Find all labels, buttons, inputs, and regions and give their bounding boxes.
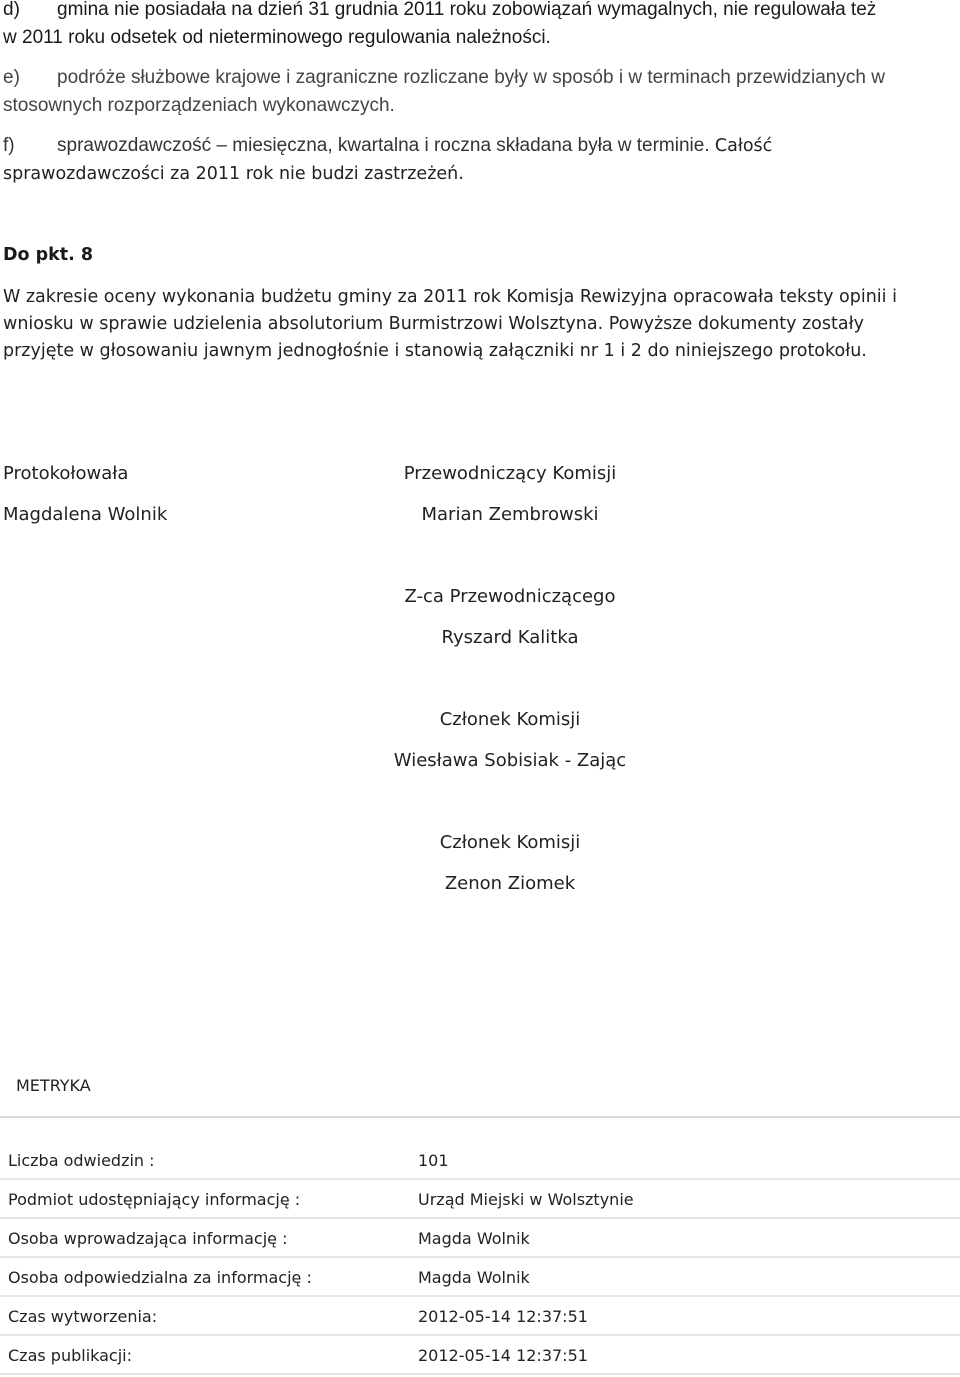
section-line-1: W zakresie oceny wykonania budżetu gminy za 2011 rok Komisja Rewizyjna opracowała teksty opinii i [3,287,897,307]
metryka-table [0,1143,960,1377]
item-f-marker: f) [3,135,15,156]
metryka-label: Podmiot udostępniający informację : [8,1190,301,1209]
deputy-name: Ryszard Kalitka [441,627,579,648]
metryka-label: Czas wytworzenia: [8,1307,158,1326]
section-line-3: przyjęte w głosowaniu jawnym jednogłośnie i stanowią załączniki nr 1 i 2 do niniejszego protokołu. [3,341,867,361]
metryka-value: 2012-05-14 12:37:51 [418,1346,588,1365]
item-e-line2: stosownych rozporządzeniach wykonawczych. [3,95,395,116]
metryka-title: METRYKA [16,1076,91,1095]
item-d-marker: d) [3,0,20,20]
item-d-line1 [3,0,876,21]
item-e-line1 [3,67,885,89]
recorder-name: Magdalena Wolnik [3,504,168,525]
section-heading: Do pkt. 8 [3,245,94,265]
member1-name: Wiesława Sobisiak - Zając [393,750,627,771]
metryka-value: Magda Wolnik [418,1268,530,1287]
deputy-role: Z-ca Przewodniczącego [404,586,616,607]
chair-role: Przewodniczący Komisji [403,463,617,484]
metryka-header-box [0,1056,960,1118]
metryka-row [0,1143,960,1180]
metryka-label: Czas publikacji: [8,1346,133,1365]
item-f-text1-cont: Całość [714,136,773,156]
item-f-line2: sprawozdawczości za 2011 rok nie budzi zastrzeżeń. [3,164,464,184]
item-d-line2: w 2011 roku odsetek od nieterminowego regulowania należności. [3,27,551,48]
item-f-line1 [3,135,772,157]
item-f-text1: sprawozdawczość – miesięczna, kwartalna i roczna składana była w terminie. [57,135,710,156]
section-line-2: wniosku w sprawie udzielenia absolutorium Burmistrzowi Wolsztyna. Powyższe dokumenty zostały [3,314,864,334]
member2-role: Członek Komisji [439,832,581,853]
item-d-text1: gmina nie posiadała na dzień 31 grudnia 2011 roku zobowiązań wymagalnych, nie regulowała też [57,0,877,20]
member2-name: Zenon Ziomek [444,873,576,894]
metryka-row [0,1260,960,1297]
metryka-value: 101 [418,1151,449,1170]
metryka-value: 2012-05-14 12:37:51 [418,1307,588,1326]
metryka-value: Magda Wolnik [418,1229,530,1248]
metryka-value: Urząd Miejski w Wolsztynie [418,1190,634,1209]
metryka-row [0,1221,960,1258]
metryka-row [0,1299,960,1336]
metryka-label: Liczba odwiedzin : [8,1151,155,1170]
item-e-text1: podróże służbowe krajowe i zagraniczne rozliczane były w sposób i w terminach przewidzianych w [57,67,885,88]
metryka-row [0,1338,960,1375]
metryka-label: Osoba wprowadzająca informację : [8,1229,288,1248]
metryka-label: Osoba odpowiedzialna za informację : [8,1268,312,1287]
chair-name: Marian Zembrowski [421,504,599,525]
member1-role: Członek Komisji [439,709,581,730]
recorder-role: Protokołowała [3,463,129,484]
item-e-marker: e) [3,67,20,88]
metryka-row [0,1182,960,1219]
